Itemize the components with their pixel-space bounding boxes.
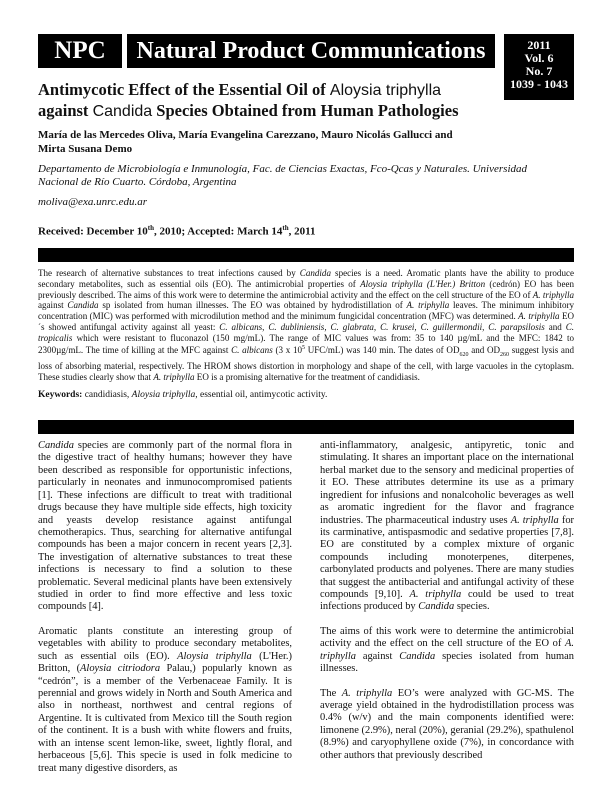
title-text-3: Species Obtained from Human Pathologies bbox=[152, 101, 459, 120]
author-list: María de las Mercedes Oliva, María Evangelina Carezzano, Mauro Nicolás Gallucci and Mirta Susana Demo bbox=[38, 129, 453, 155]
title-species-1: Aloysia triphylla bbox=[329, 82, 442, 99]
body-paragraph: The aims of this work were to determine the antimicrobial activity and the effect on the cell structure of the EO of A. triphylla against Candida species isolated from human illnesses. bbox=[320, 625, 574, 675]
body-paragraph: The A. triphylla EO’s were analyzed with GC-MS. The average yield obtained in the hydrodistillation process was 0.4% (w/v) and the main components identified were: limonene (2.9%), neral (20%), geranial (29.2%), spathulenol (8.9%) and caryophyllene oxide (7%), in concordance with other authors that previously described bbox=[320, 687, 575, 761]
received-sup: th bbox=[147, 224, 154, 232]
volume-info bbox=[504, 34, 574, 100]
contact-email[interactable]: moliva@exa.unrc.edu.ar bbox=[38, 196, 147, 208]
abstract: The research of alternative substances to treat infections caused by Candida species is a need. Aromatic plants have the ability to produce secondary metabolites, such as essential oils (EO). The antimicrobial properties of Aloysia triphylla (L'Her.) Britton (cedrón) EO has been previously described. The aims of this work were to determine the antimicrobial activity and the effect on the cell structure of the EO of A. triphylla against Candida sp isolated from human illnesses. The EO was obtained by hydrodistillation of A. triphylla leaves. The minimum inhibitory concentration (MIC) was performed with microdilution method and the minimum fungicidal concentration (MFC) was determined. A. triphylla EO´s showed antifungal activity against all yeast: C. albicans, C. dubliniensis, C. glabrata, C. krusei, C. guillermondii, C. parapsilosis and C. tropicalis which were resistant to fluconazol (150 mg/mL). The range of MIC values was from: 35 to 140 µg/mL and the MFC: 1842 to 2300µg/mL. The time of killing at the MFC against C. albicans (3 x $10^5$ UFC/mL) was 140 min. The dates of $OD_{620}$ and $OD_{260}$ suggest lysis and loss of absorbing material, respectively. The HROM shows distortion in morphology and shape of the cell, with large vacuoles in the cytoplasm. These studies clearly show that A. triphylla EO is a promising alternative for the treatment of candidiasis. bbox=[38, 268, 575, 382]
keywords: Keywords: candidiasis, Aloysia triphylla, essential oil, antimycotic activity. bbox=[38, 390, 328, 400]
title-species-2: Candida bbox=[92, 103, 153, 120]
journal-name: Natural Product Communications bbox=[127, 34, 495, 68]
article-title bbox=[38, 80, 478, 122]
title-text-2: against bbox=[38, 101, 93, 120]
page-range: 1039 - 1043 bbox=[510, 77, 568, 91]
body-column-right bbox=[320, 440, 574, 774]
received-dates bbox=[38, 224, 316, 238]
section-divider-body bbox=[38, 420, 574, 434]
body-paragraph: anti-inflammatory, analgesic, antipyretic, tonic and stimulating. It shares an important place on the international herbal market due to the sensory and medicinal properties of it EO. These attributes determine its use as a primary ingredient for infusions and nonalcoholic beverages as well as aromatic ingredient for the flavor and fragrance industries. The pharmaceutical industry uses A. triphylla for its carminative, antispasmodic and sedative properties [7,8]. EO are constituted by a complex mixture of organic compounds including monoterpenes, diterpenes, carbonylated products and polyenes. There are many studies that suggest the antibacterial and antifungal activity of these compounds [9,10]. A. triphylla could be used to treat infections produced by Candida species. bbox=[320, 440, 575, 613]
accepted-year: , 2011 bbox=[288, 225, 316, 238]
affiliation: Departamento de Microbiología e Inmunología, Fac. de Ciencias Exactas, Fco-Qcas y Naturales. Universidad Nacional de Río Cuarto. Córdoba, Argentina bbox=[38, 163, 528, 188]
journal-abbrev: NPC bbox=[38, 34, 122, 68]
section-divider-top bbox=[38, 248, 574, 262]
volume-year: 2011 bbox=[527, 38, 551, 52]
accepted-label: , 2010; Accepted: March 14 bbox=[153, 225, 283, 238]
keywords-label: Keywords: bbox=[38, 390, 83, 400]
issue-number: No. 7 bbox=[525, 64, 553, 78]
title-text-1: Antimycotic Effect of the Essential Oil of bbox=[38, 80, 330, 99]
volume-number: Vol. 6 bbox=[524, 51, 554, 65]
body-column-left bbox=[38, 440, 292, 787]
received-label: Received: December 10 bbox=[38, 225, 148, 238]
body-paragraph: Aromatic plants constitute an interesting group of vegetables with ability to produce secondary metabolites, such as essential oils (EO). Aloysia triphylla (L'Her.) Britton, (Aloysia citriodora Palau,) popularly known as “cedrón”, is a member of the Verbenaceae Family. It is perennial and grows widely in North and South America and also in northeast, northwest and central regions of Argentine. It is cultivated from Mexico till the South region of the continent. It is a bush with white flowers and fruits, with an intense scent lemon-like, sweet, lightly floral, and herbaceous [5,6]. This specie is used in folk medicine to treat many digestive disorders, as bbox=[38, 625, 292, 774]
accepted-sup: th bbox=[282, 224, 289, 232]
body-paragraph: Candida species are commonly part of the normal flora in the digestive tract of healthy humans; however they have been described as responsible for opportunistic infections, particularly in neonates and inmunocompromised patients [1]. These infections are difficult to treat with traditional drugs because they have multiple side effects, high toxicity and yeasts develop resistance against antifungal chemotherapics. Thus, searching for alternative antifungal compounds has been a major concern in recent years [2,3]. The investigation of alternative substances to treat these infections is necessary to find a solution to these problematic. Several medicinal plants have been extensively studied in order to find more effective and less toxic compounds [4]. bbox=[38, 440, 292, 613]
